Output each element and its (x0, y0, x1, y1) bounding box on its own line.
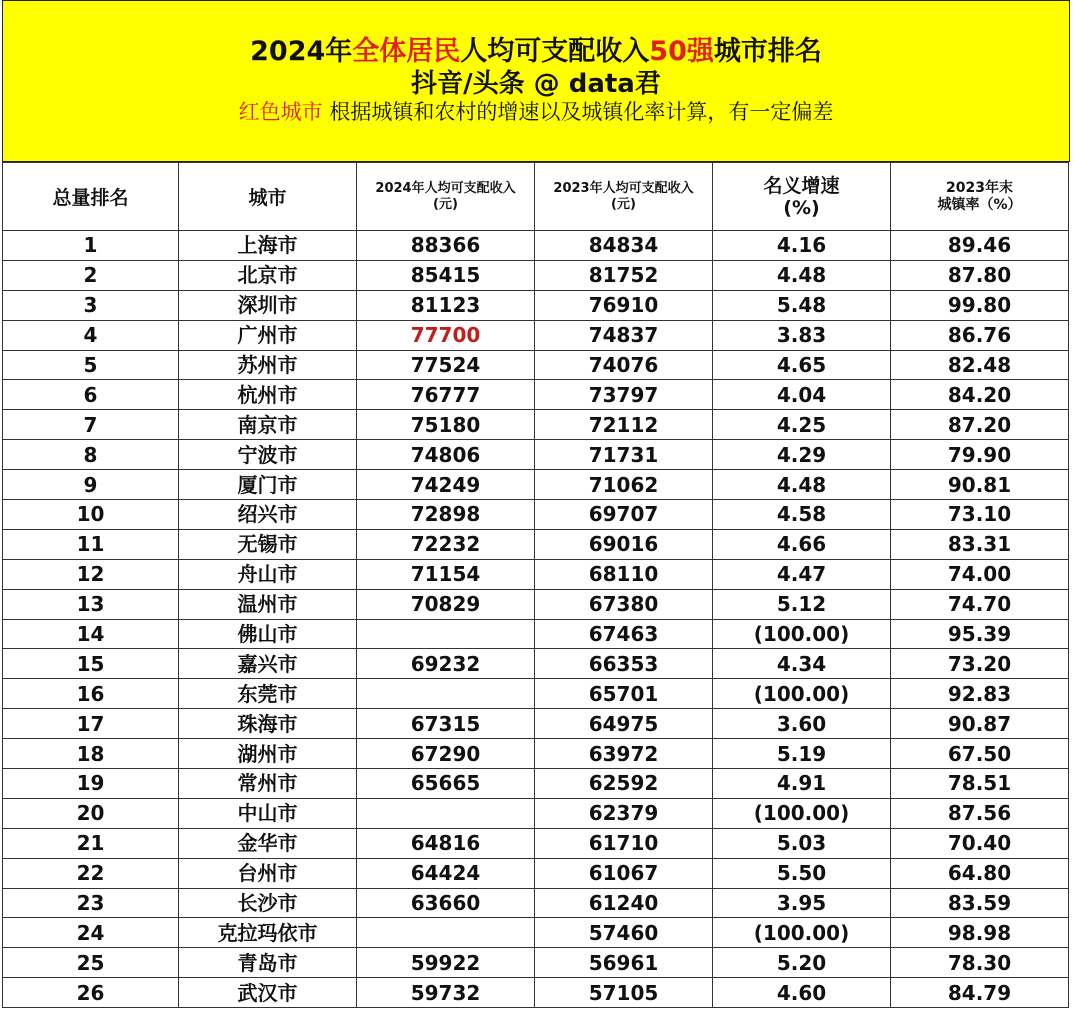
table-row (3, 798, 1069, 828)
cell-urbanization: 74.00 (891, 559, 1069, 589)
cell-rank: 4 (3, 320, 179, 350)
cell-income-2024 (357, 798, 535, 828)
header-rank: 总量排名 (3, 163, 179, 231)
cell-city: 湖州市 (179, 739, 357, 769)
cell-rank: 21 (3, 828, 179, 858)
cell-rank: 15 (3, 649, 179, 679)
cell-income-2023: 76910 (535, 290, 713, 320)
cell-growth: (100.00) (713, 798, 891, 828)
cell-growth: 4.48 (713, 260, 891, 290)
note-red-cities: 红色城市 (238, 100, 323, 124)
cell-income-2024: 75180 (357, 410, 535, 440)
table-row (3, 231, 1069, 261)
header-income-2023-line1: 2023年人均可支配收入 (553, 180, 694, 196)
cell-city: 珠海市 (179, 709, 357, 739)
cell-urbanization: 84.79 (891, 978, 1069, 1008)
ranking-table (2, 162, 1069, 1008)
cell-rank: 3 (3, 290, 179, 320)
table-row (3, 500, 1069, 530)
cell-city: 东莞市 (179, 679, 357, 709)
cell-rank: 22 (3, 858, 179, 888)
cell-urbanization: 78.30 (891, 948, 1069, 978)
cell-income-2024: 67315 (357, 709, 535, 739)
table-row (3, 619, 1069, 649)
cell-income-2024: 76777 (357, 380, 535, 410)
cell-income-2023: 84834 (535, 231, 713, 261)
cell-urbanization: 95.39 (891, 619, 1069, 649)
cell-city: 宁波市 (179, 440, 357, 470)
cell-growth: 5.19 (713, 739, 891, 769)
cell-income-2023: 61710 (535, 828, 713, 858)
cell-income-2024: 81123 (357, 290, 535, 320)
cell-rank: 25 (3, 948, 179, 978)
header-growth (713, 163, 891, 231)
cell-urbanization: 87.80 (891, 260, 1069, 290)
table-row (3, 440, 1069, 470)
cell-city: 无锡市 (179, 529, 357, 559)
header-urbanization (891, 163, 1069, 231)
cell-income-2023: 65701 (535, 679, 713, 709)
header-income-2024-line1: 2024年人均可支配收入 (375, 180, 516, 196)
title-year: 2024年 (250, 36, 353, 67)
cell-growth: 3.60 (713, 709, 891, 739)
table-row (3, 948, 1069, 978)
page-subtitle: 抖音/头条 @ data君 (411, 69, 661, 99)
cell-income-2023: 64975 (535, 709, 713, 739)
cell-rank: 6 (3, 380, 179, 410)
cell-rank: 2 (3, 260, 179, 290)
header-income-2023 (535, 163, 713, 231)
cell-income-2024 (357, 918, 535, 948)
cell-rank: 18 (3, 739, 179, 769)
cell-income-2023: 71731 (535, 440, 713, 470)
cell-growth: 4.60 (713, 978, 891, 1008)
cell-income-2023: 61240 (535, 888, 713, 918)
cell-city: 苏州市 (179, 350, 357, 380)
cell-city: 佛山市 (179, 619, 357, 649)
cell-rank: 24 (3, 918, 179, 948)
cell-income-2023: 67463 (535, 619, 713, 649)
cell-income-2024 (357, 679, 535, 709)
header-income-2023-line2: (元) (611, 196, 636, 212)
cell-income-2024: 71154 (357, 559, 535, 589)
cell-city: 台州市 (179, 858, 357, 888)
cell-rank: 16 (3, 679, 179, 709)
cell-income-2023: 81752 (535, 260, 713, 290)
cell-income-2024: 59922 (357, 948, 535, 978)
cell-city: 厦门市 (179, 470, 357, 500)
cell-city: 绍兴市 (179, 500, 357, 530)
table-row (3, 739, 1069, 769)
table-row (3, 828, 1069, 858)
cell-urbanization: 90.81 (891, 470, 1069, 500)
table-row (3, 410, 1069, 440)
table-row (3, 769, 1069, 799)
cell-income-2023: 72112 (535, 410, 713, 440)
cell-growth: 4.58 (713, 500, 891, 530)
cell-income-2024: 64816 (357, 828, 535, 858)
title-income: 人均可支配收入 (460, 36, 650, 67)
cell-income-2023: 56961 (535, 948, 713, 978)
cell-income-2024: 70829 (357, 589, 535, 619)
cell-rank: 20 (3, 798, 179, 828)
table-row (3, 978, 1069, 1008)
cell-urbanization: 99.80 (891, 290, 1069, 320)
cell-urbanization: 89.46 (891, 231, 1069, 261)
cell-city: 长沙市 (179, 888, 357, 918)
cell-urbanization: 73.10 (891, 500, 1069, 530)
cell-income-2023: 61067 (535, 858, 713, 888)
cell-growth: 3.83 (713, 320, 891, 350)
cell-income-2023: 74837 (535, 320, 713, 350)
title-ranking: 城市排名 (713, 36, 822, 67)
page-title (3, 35, 1069, 69)
cell-rank: 14 (3, 619, 179, 649)
cell-income-2023: 62379 (535, 798, 713, 828)
cell-city: 广州市 (179, 320, 357, 350)
header-urbanization-line2: 城镇率（%） (937, 196, 1022, 213)
header-growth-line1: 名义增速 (763, 174, 840, 197)
cell-urbanization: 82.48 (891, 350, 1069, 380)
title-highlight-top50: 50强 (649, 36, 714, 67)
cell-income-2023: 62592 (535, 769, 713, 799)
header-city: 城市 (179, 163, 357, 231)
cell-rank: 19 (3, 769, 179, 799)
cell-urbanization: 64.80 (891, 858, 1069, 888)
cell-urbanization: 74.70 (891, 589, 1069, 619)
cell-urbanization: 92.83 (891, 679, 1069, 709)
cell-growth: 5.48 (713, 290, 891, 320)
table-row (3, 589, 1069, 619)
cell-income-2024: 63660 (357, 888, 535, 918)
cell-growth: 4.04 (713, 380, 891, 410)
header-income-2024 (357, 163, 535, 231)
page-note (3, 97, 1069, 127)
cell-urbanization: 87.20 (891, 410, 1069, 440)
cell-income-2024: 67290 (357, 739, 535, 769)
cell-growth: (100.00) (713, 619, 891, 649)
cell-urbanization: 98.98 (891, 918, 1069, 948)
title-highlight-residents: 全体居民 (352, 36, 461, 67)
cell-income-2024: 74249 (357, 470, 535, 500)
cell-growth: 3.95 (713, 888, 891, 918)
cell-city: 南京市 (179, 410, 357, 440)
header-income-2024-line2: (元) (433, 196, 458, 212)
table-row (3, 350, 1069, 380)
cell-city: 深圳市 (179, 290, 357, 320)
table-row (3, 888, 1069, 918)
cell-rank: 10 (3, 500, 179, 530)
cell-income-2024: 77700 (357, 320, 535, 350)
cell-income-2023: 69707 (535, 500, 713, 530)
cell-income-2024: 77524 (357, 350, 535, 380)
cell-income-2023: 66353 (535, 649, 713, 679)
header-growth-line2: (%) (783, 196, 820, 219)
note-text: 根据城镇和农村的增速以及城镇化率计算，有一定偏差 (322, 100, 834, 124)
cell-growth: 4.47 (713, 559, 891, 589)
cell-urbanization: 73.20 (891, 649, 1069, 679)
cell-urbanization: 67.50 (891, 739, 1069, 769)
cell-city: 常州市 (179, 769, 357, 799)
cell-city: 北京市 (179, 260, 357, 290)
cell-income-2024: 65665 (357, 769, 535, 799)
cell-city: 舟山市 (179, 559, 357, 589)
cell-growth: 5.03 (713, 828, 891, 858)
cell-city: 温州市 (179, 589, 357, 619)
cell-city: 上海市 (179, 231, 357, 261)
cell-growth: 5.12 (713, 589, 891, 619)
table-row (3, 470, 1069, 500)
cell-urbanization: 84.20 (891, 380, 1069, 410)
cell-income-2023: 63972 (535, 739, 713, 769)
cell-growth: 4.25 (713, 410, 891, 440)
cell-growth: 4.66 (713, 529, 891, 559)
cell-city: 克拉玛依市 (179, 918, 357, 948)
table-row (3, 320, 1069, 350)
cell-income-2024: 72898 (357, 500, 535, 530)
cell-urbanization: 86.76 (891, 320, 1069, 350)
cell-city: 青岛市 (179, 948, 357, 978)
cell-rank: 9 (3, 470, 179, 500)
table-row (3, 679, 1069, 709)
cell-growth: 4.48 (713, 470, 891, 500)
cell-urbanization: 83.31 (891, 529, 1069, 559)
cell-rank: 26 (3, 978, 179, 1008)
cell-income-2024: 74806 (357, 440, 535, 470)
table-row (3, 559, 1069, 589)
cell-rank: 7 (3, 410, 179, 440)
cell-income-2023: 74076 (535, 350, 713, 380)
cell-growth: 4.65 (713, 350, 891, 380)
cell-rank: 23 (3, 888, 179, 918)
cell-income-2023: 73797 (535, 380, 713, 410)
cell-growth: 4.91 (713, 769, 891, 799)
cell-income-2024: 88366 (357, 231, 535, 261)
cell-city: 中山市 (179, 798, 357, 828)
cell-urbanization: 78.51 (891, 769, 1069, 799)
table-body (3, 231, 1069, 1008)
cell-income-2024: 64424 (357, 858, 535, 888)
cell-rank: 12 (3, 559, 179, 589)
table-header-row (3, 163, 1069, 231)
cell-growth: 5.20 (713, 948, 891, 978)
cell-growth: (100.00) (713, 918, 891, 948)
cell-income-2023: 69016 (535, 529, 713, 559)
table-row (3, 918, 1069, 948)
table-row (3, 858, 1069, 888)
table-row (3, 290, 1069, 320)
cell-income-2023: 57105 (535, 978, 713, 1008)
table-row (3, 529, 1069, 559)
cell-rank: 13 (3, 589, 179, 619)
cell-growth: 5.50 (713, 858, 891, 888)
cell-growth: 4.29 (713, 440, 891, 470)
cell-growth: (100.00) (713, 679, 891, 709)
table-row (3, 649, 1069, 679)
table-row (3, 709, 1069, 739)
cell-city: 武汉市 (179, 978, 357, 1008)
cell-income-2023: 67380 (535, 589, 713, 619)
cell-rank: 5 (3, 350, 179, 380)
cell-income-2024: 85415 (357, 260, 535, 290)
cell-city: 嘉兴市 (179, 649, 357, 679)
cell-urbanization: 70.40 (891, 828, 1069, 858)
cell-urbanization: 87.56 (891, 798, 1069, 828)
cell-rank: 8 (3, 440, 179, 470)
cell-income-2024: 72232 (357, 529, 535, 559)
cell-city: 金华市 (179, 828, 357, 858)
cell-income-2023: 68110 (535, 559, 713, 589)
cell-rank: 1 (3, 231, 179, 261)
cell-urbanization: 90.87 (891, 709, 1069, 739)
table-row (3, 260, 1069, 290)
table-row (3, 380, 1069, 410)
cell-urbanization: 83.59 (891, 888, 1069, 918)
cell-growth: 4.34 (713, 649, 891, 679)
cell-urbanization: 79.90 (891, 440, 1069, 470)
cell-income-2024: 59732 (357, 978, 535, 1008)
cell-rank: 11 (3, 529, 179, 559)
header-urbanization-line1: 2023年末 (946, 179, 1013, 196)
cell-income-2024: 69232 (357, 649, 535, 679)
cell-income-2023: 71062 (535, 470, 713, 500)
cell-income-2023: 57460 (535, 918, 713, 948)
cell-city: 杭州市 (179, 380, 357, 410)
cell-income-2024 (357, 619, 535, 649)
title-banner (2, 0, 1070, 162)
cell-growth: 4.16 (713, 231, 891, 261)
cell-rank: 17 (3, 709, 179, 739)
